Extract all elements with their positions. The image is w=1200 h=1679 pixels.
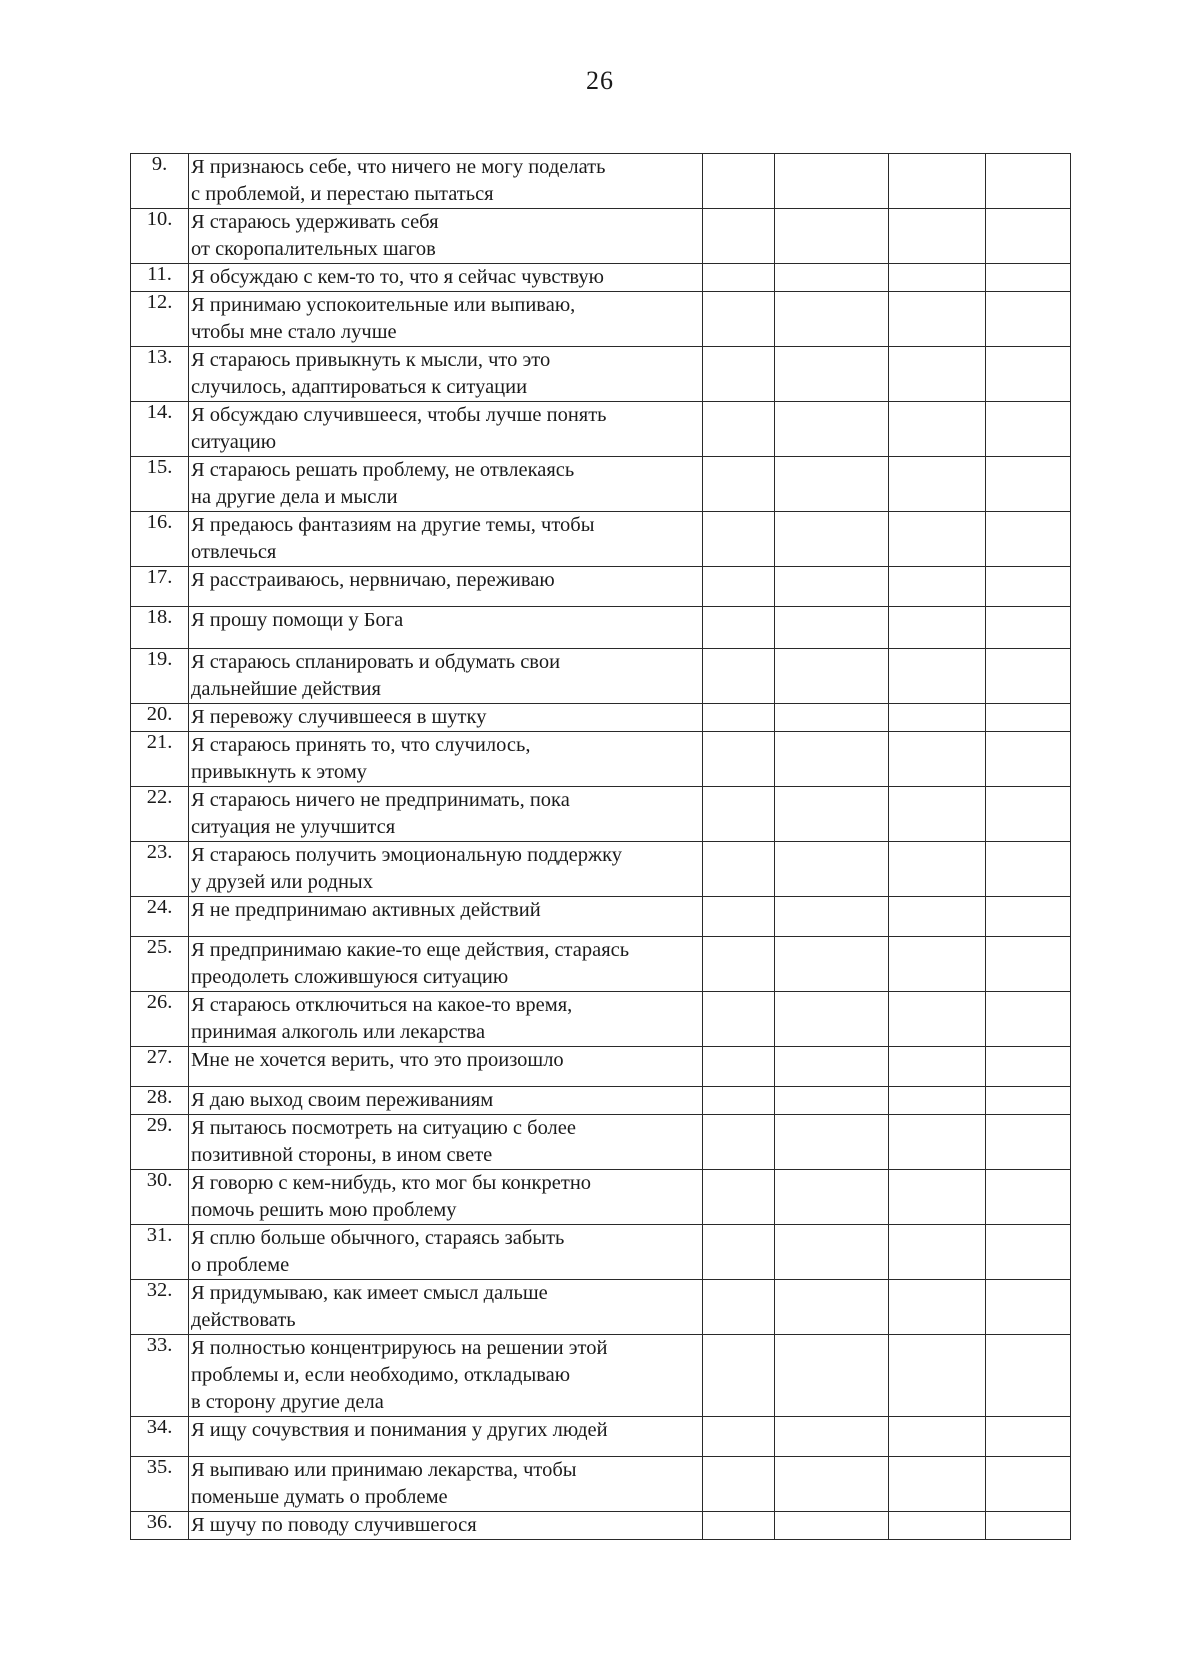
item-statement (189, 1115, 703, 1170)
answer-cell-3[interactable] (889, 347, 986, 402)
statement-line: позитивной стороны, в ином свете (191, 1144, 493, 1166)
statement-line: Я обсуждаю случившееся, чтобы лучше понять (191, 404, 607, 426)
statement-line: Я стараюсь принять то, что случилось, (191, 734, 531, 756)
answer-cell-2[interactable] (775, 787, 889, 842)
item-number: 27. (131, 1047, 189, 1087)
answer-cell-4[interactable] (986, 154, 1071, 209)
answer-cell-1[interactable] (703, 402, 775, 457)
answer-cell-4[interactable] (986, 264, 1071, 292)
answer-cell-4[interactable] (986, 992, 1071, 1047)
table-row (131, 1170, 1071, 1225)
item-statement (189, 1225, 703, 1280)
table-row (131, 704, 1071, 732)
statement-line: Я прошу помощи у Бога (191, 609, 404, 631)
answer-cell-3[interactable] (889, 1225, 986, 1280)
answer-cell-2[interactable] (775, 209, 889, 264)
answer-cell-2[interactable] (775, 1512, 889, 1540)
item-statement (189, 292, 703, 347)
questionnaire-table (130, 153, 1071, 1540)
table-row (131, 347, 1071, 402)
answer-cell-4[interactable] (986, 937, 1071, 992)
statement-line: Я сплю больше обычного, стараясь забыть (191, 1227, 565, 1249)
item-statement (189, 402, 703, 457)
statement-line: Я предпринимаю какие-то еще действия, стараясь (191, 939, 630, 961)
answer-cell-3[interactable] (889, 842, 986, 897)
answer-cell-1[interactable] (703, 567, 775, 607)
table-row (131, 1417, 1071, 1457)
item-number: 24. (131, 897, 189, 937)
answer-cell-2[interactable] (775, 1417, 889, 1457)
answer-cell-1[interactable] (703, 347, 775, 402)
item-statement (189, 457, 703, 512)
answer-cell-1[interactable] (703, 992, 775, 1047)
table-row (131, 292, 1071, 347)
statement-line: дальнейшие действия (191, 678, 381, 700)
answer-cell-2[interactable] (775, 1087, 889, 1115)
table-row (131, 897, 1071, 937)
statement-line: поменьше думать о проблеме (191, 1486, 448, 1508)
questionnaire-body (131, 154, 1071, 1540)
answer-cell-3[interactable] (889, 649, 986, 704)
answer-cell-2[interactable] (775, 1280, 889, 1335)
statement-line: Я стараюсь удерживать себя (191, 211, 439, 233)
item-statement (189, 1087, 703, 1115)
statement-line: Я даю выход своим переживаниям (191, 1089, 494, 1111)
answer-cell-3[interactable] (889, 1280, 986, 1335)
answer-cell-4[interactable] (986, 1115, 1071, 1170)
item-number: 22. (131, 787, 189, 842)
statement-line: Я признаюсь себе, что ничего не могу поделать (191, 156, 606, 178)
statement-line: Я стараюсь привыкнуть к мысли, что это (191, 349, 551, 371)
answer-cell-2[interactable] (775, 937, 889, 992)
item-number: 12. (131, 292, 189, 347)
statement-line: Я выпиваю или принимаю лекарства, чтобы (191, 1459, 577, 1481)
item-number: 14. (131, 402, 189, 457)
answer-cell-3[interactable] (889, 732, 986, 787)
statement-line: отвлечься (191, 541, 277, 563)
answer-cell-1[interactable] (703, 209, 775, 264)
item-statement (189, 209, 703, 264)
answer-cell-2[interactable] (775, 1335, 889, 1417)
item-statement (189, 842, 703, 897)
statement-line: Я говорю с кем-нибудь, кто мог бы конкретно (191, 1172, 592, 1194)
answer-cell-4[interactable] (986, 457, 1071, 512)
table-row (131, 1512, 1071, 1540)
answer-cell-4[interactable] (986, 1335, 1071, 1417)
answer-cell-3[interactable] (889, 897, 986, 937)
statement-line: случилось, адаптироваться к ситуации (191, 376, 528, 398)
answer-cell-1[interactable] (703, 154, 775, 209)
answer-cell-4[interactable] (986, 1087, 1071, 1115)
answer-cell-1[interactable] (703, 1170, 775, 1225)
item-number: 20. (131, 704, 189, 732)
item-statement (189, 607, 703, 649)
answer-cell-4[interactable] (986, 649, 1071, 704)
item-number: 11. (131, 264, 189, 292)
answer-cell-2[interactable] (775, 732, 889, 787)
answer-cell-4[interactable] (986, 209, 1071, 264)
answer-cell-3[interactable] (889, 1087, 986, 1115)
table-row (131, 1225, 1071, 1280)
answer-cell-2[interactable] (775, 402, 889, 457)
statement-line: помочь решить мою проблему (191, 1199, 457, 1221)
answer-cell-4[interactable] (986, 1280, 1071, 1335)
answer-cell-2[interactable] (775, 1170, 889, 1225)
answer-cell-3[interactable] (889, 512, 986, 567)
answer-cell-4[interactable] (986, 567, 1071, 607)
answer-cell-4[interactable] (986, 732, 1071, 787)
answer-cell-3[interactable] (889, 704, 986, 732)
answer-cell-2[interactable] (775, 347, 889, 402)
statement-line: Я перевожу случившееся в шутку (191, 706, 487, 728)
item-number: 34. (131, 1417, 189, 1457)
statement-line: Я пытаюсь посмотреть на ситуацию с более (191, 1117, 576, 1139)
answer-cell-1[interactable] (703, 1115, 775, 1170)
table-row (131, 567, 1071, 607)
item-number: 29. (131, 1115, 189, 1170)
table-row (131, 209, 1071, 264)
answer-cell-4[interactable] (986, 842, 1071, 897)
table-row (131, 1087, 1071, 1115)
table-row (131, 787, 1071, 842)
answer-cell-2[interactable] (775, 897, 889, 937)
table-row (131, 1457, 1071, 1512)
statement-line: Я стараюсь отключиться на какое-то время, (191, 994, 573, 1016)
statement-line: Я шучу по поводу случившегося (191, 1514, 477, 1536)
answer-cell-3[interactable] (889, 1457, 986, 1512)
answer-cell-1[interactable] (703, 704, 775, 732)
item-number: 35. (131, 1457, 189, 1512)
answer-cell-1[interactable] (703, 1512, 775, 1540)
answer-cell-4[interactable] (986, 1225, 1071, 1280)
item-number: 19. (131, 649, 189, 704)
item-number: 9. (131, 154, 189, 209)
item-number: 16. (131, 512, 189, 567)
answer-cell-2[interactable] (775, 607, 889, 649)
item-statement (189, 787, 703, 842)
answer-cell-4[interactable] (986, 402, 1071, 457)
answer-cell-1[interactable] (703, 897, 775, 937)
table-row (131, 457, 1071, 512)
answer-cell-2[interactable] (775, 1225, 889, 1280)
table-row (131, 842, 1071, 897)
item-statement (189, 1335, 703, 1417)
item-statement (189, 1457, 703, 1512)
answer-cell-2[interactable] (775, 154, 889, 209)
item-statement (189, 347, 703, 402)
answer-cell-3[interactable] (889, 1047, 986, 1087)
statement-line: Я обсуждаю с кем-то то, что я сейчас чувствую (191, 266, 604, 288)
answer-cell-2[interactable] (775, 264, 889, 292)
statement-line: с проблемой, и перестаю пытаться (191, 183, 494, 205)
answer-cell-1[interactable] (703, 264, 775, 292)
answer-cell-1[interactable] (703, 1417, 775, 1457)
item-number: 30. (131, 1170, 189, 1225)
statement-line: ситуация не улучшится (191, 816, 396, 838)
statement-line: Я предаюсь фантазиям на другие темы, чтобы (191, 514, 595, 536)
table-row (131, 1115, 1071, 1170)
item-statement (189, 937, 703, 992)
statement-line: Я ищу сочувствия и понимания у других людей (191, 1419, 608, 1441)
answer-cell-2[interactable] (775, 567, 889, 607)
answer-cell-2[interactable] (775, 512, 889, 567)
answer-cell-1[interactable] (703, 607, 775, 649)
item-number: 28. (131, 1087, 189, 1115)
table-row (131, 607, 1071, 649)
answer-cell-3[interactable] (889, 1335, 986, 1417)
answer-cell-2[interactable] (775, 457, 889, 512)
answer-cell-3[interactable] (889, 567, 986, 607)
table-row (131, 992, 1071, 1047)
table-row (131, 1280, 1071, 1335)
statement-line: Я полностью концентрируюсь на решении этой (191, 1337, 608, 1359)
item-number: 13. (131, 347, 189, 402)
answer-cell-1[interactable] (703, 842, 775, 897)
statement-line: у друзей или родных (191, 871, 373, 893)
item-statement (189, 1280, 703, 1335)
statement-line: Я принимаю успокоительные или выпиваю, (191, 294, 576, 316)
answer-cell-2[interactable] (775, 649, 889, 704)
answer-cell-1[interactable] (703, 1225, 775, 1280)
item-number: 17. (131, 567, 189, 607)
answer-cell-2[interactable] (775, 1047, 889, 1087)
answer-cell-4[interactable] (986, 1512, 1071, 1540)
item-number: 23. (131, 842, 189, 897)
table-row (131, 732, 1071, 787)
item-number: 31. (131, 1225, 189, 1280)
statement-line: Я стараюсь решать проблему, не отвлекаясь (191, 459, 575, 481)
table-row (131, 264, 1071, 292)
answer-cell-2[interactable] (775, 704, 889, 732)
statement-line: проблемы и, если необходимо, откладываю (191, 1364, 571, 1386)
table-row (131, 402, 1071, 457)
statement-line: Я придумываю, как имеет смысл дальше (191, 1282, 548, 1304)
item-statement (189, 512, 703, 567)
page-number: 26 (586, 66, 614, 95)
answer-cell-3[interactable] (889, 402, 986, 457)
item-statement (189, 649, 703, 704)
statement-line: на другие дела и мысли (191, 486, 398, 508)
answer-cell-2[interactable] (775, 1115, 889, 1170)
statement-line: действовать (191, 1309, 296, 1331)
answer-cell-3[interactable] (889, 607, 986, 649)
answer-cell-4[interactable] (986, 897, 1071, 937)
item-statement (189, 1512, 703, 1540)
item-number: 18. (131, 607, 189, 649)
answer-cell-3[interactable] (889, 1417, 986, 1457)
statement-line: в сторону другие дела (191, 1391, 384, 1413)
item-number: 33. (131, 1335, 189, 1417)
statement-line: ситуацию (191, 431, 277, 453)
answer-cell-2[interactable] (775, 1457, 889, 1512)
statement-line: преодолеть сложившуюся ситуацию (191, 966, 509, 988)
answer-cell-1[interactable] (703, 1087, 775, 1115)
statement-line: Мне не хочется верить, что это произошло (191, 1049, 564, 1071)
answer-cell-3[interactable] (889, 937, 986, 992)
statement-line: Я не предпринимаю активных действий (191, 899, 541, 921)
statement-line: привыкнуть к этому (191, 761, 367, 783)
item-number: 26. (131, 992, 189, 1047)
answer-cell-3[interactable] (889, 292, 986, 347)
item-statement (189, 1417, 703, 1457)
item-statement (189, 704, 703, 732)
answer-cell-2[interactable] (775, 842, 889, 897)
item-number: 10. (131, 209, 189, 264)
table-row (131, 512, 1071, 567)
answer-cell-4[interactable] (986, 1457, 1071, 1512)
statement-line: от скоропалительных шагов (191, 238, 436, 260)
statement-line: чтобы мне стало лучше (191, 321, 397, 343)
statement-line: о проблеме (191, 1254, 290, 1276)
answer-cell-4[interactable] (986, 1417, 1071, 1457)
table-row (131, 1047, 1071, 1087)
answer-cell-1[interactable] (703, 1047, 775, 1087)
answer-cell-4[interactable] (986, 1047, 1071, 1087)
answer-cell-1[interactable] (703, 937, 775, 992)
statement-line: Я стараюсь ничего не предпринимать, пока (191, 789, 570, 811)
answer-cell-1[interactable] (703, 292, 775, 347)
item-statement (189, 154, 703, 209)
answer-cell-4[interactable] (986, 512, 1071, 567)
item-statement (189, 567, 703, 607)
answer-cell-4[interactable] (986, 1170, 1071, 1225)
item-statement (189, 732, 703, 787)
item-number: 15. (131, 457, 189, 512)
answer-cell-3[interactable] (889, 1170, 986, 1225)
answer-cell-3[interactable] (889, 1512, 986, 1540)
answer-cell-4[interactable] (986, 347, 1071, 402)
item-number: 36. (131, 1512, 189, 1540)
item-statement (189, 992, 703, 1047)
answer-cell-3[interactable] (889, 1115, 986, 1170)
statement-line: Я расстраиваюсь, нервничаю, переживаю (191, 569, 555, 591)
statement-line: Я стараюсь получить эмоциональную поддержку (191, 844, 623, 866)
answer-cell-3[interactable] (889, 264, 986, 292)
answer-cell-1[interactable] (703, 1457, 775, 1512)
table-row (131, 1335, 1071, 1417)
statement-line: принимая алкоголь или лекарства (191, 1021, 486, 1043)
answer-cell-1[interactable] (703, 512, 775, 567)
answer-cell-4[interactable] (986, 704, 1071, 732)
answer-cell-3[interactable] (889, 209, 986, 264)
statement-line: Я стараюсь спланировать и обдумать свои (191, 651, 561, 673)
item-number: 32. (131, 1280, 189, 1335)
answer-cell-1[interactable] (703, 787, 775, 842)
item-number: 25. (131, 937, 189, 992)
answer-cell-2[interactable] (775, 992, 889, 1047)
item-statement (189, 264, 703, 292)
answer-cell-3[interactable] (889, 457, 986, 512)
table-row (131, 649, 1071, 704)
table-row (131, 937, 1071, 992)
table-row (131, 154, 1071, 209)
item-number: 21. (131, 732, 189, 787)
answer-cell-2[interactable] (775, 292, 889, 347)
answer-cell-4[interactable] (986, 607, 1071, 649)
answer-cell-3[interactable] (889, 787, 986, 842)
answer-cell-3[interactable] (889, 154, 986, 209)
answer-cell-4[interactable] (986, 787, 1071, 842)
item-statement (189, 897, 703, 937)
answer-cell-1[interactable] (703, 1280, 775, 1335)
answer-cell-1[interactable] (703, 732, 775, 787)
item-statement (189, 1170, 703, 1225)
answer-cell-1[interactable] (703, 457, 775, 512)
answer-cell-1[interactable] (703, 1335, 775, 1417)
item-statement (189, 1047, 703, 1087)
answer-cell-4[interactable] (986, 292, 1071, 347)
answer-cell-1[interactable] (703, 649, 775, 704)
answer-cell-3[interactable] (889, 992, 986, 1047)
